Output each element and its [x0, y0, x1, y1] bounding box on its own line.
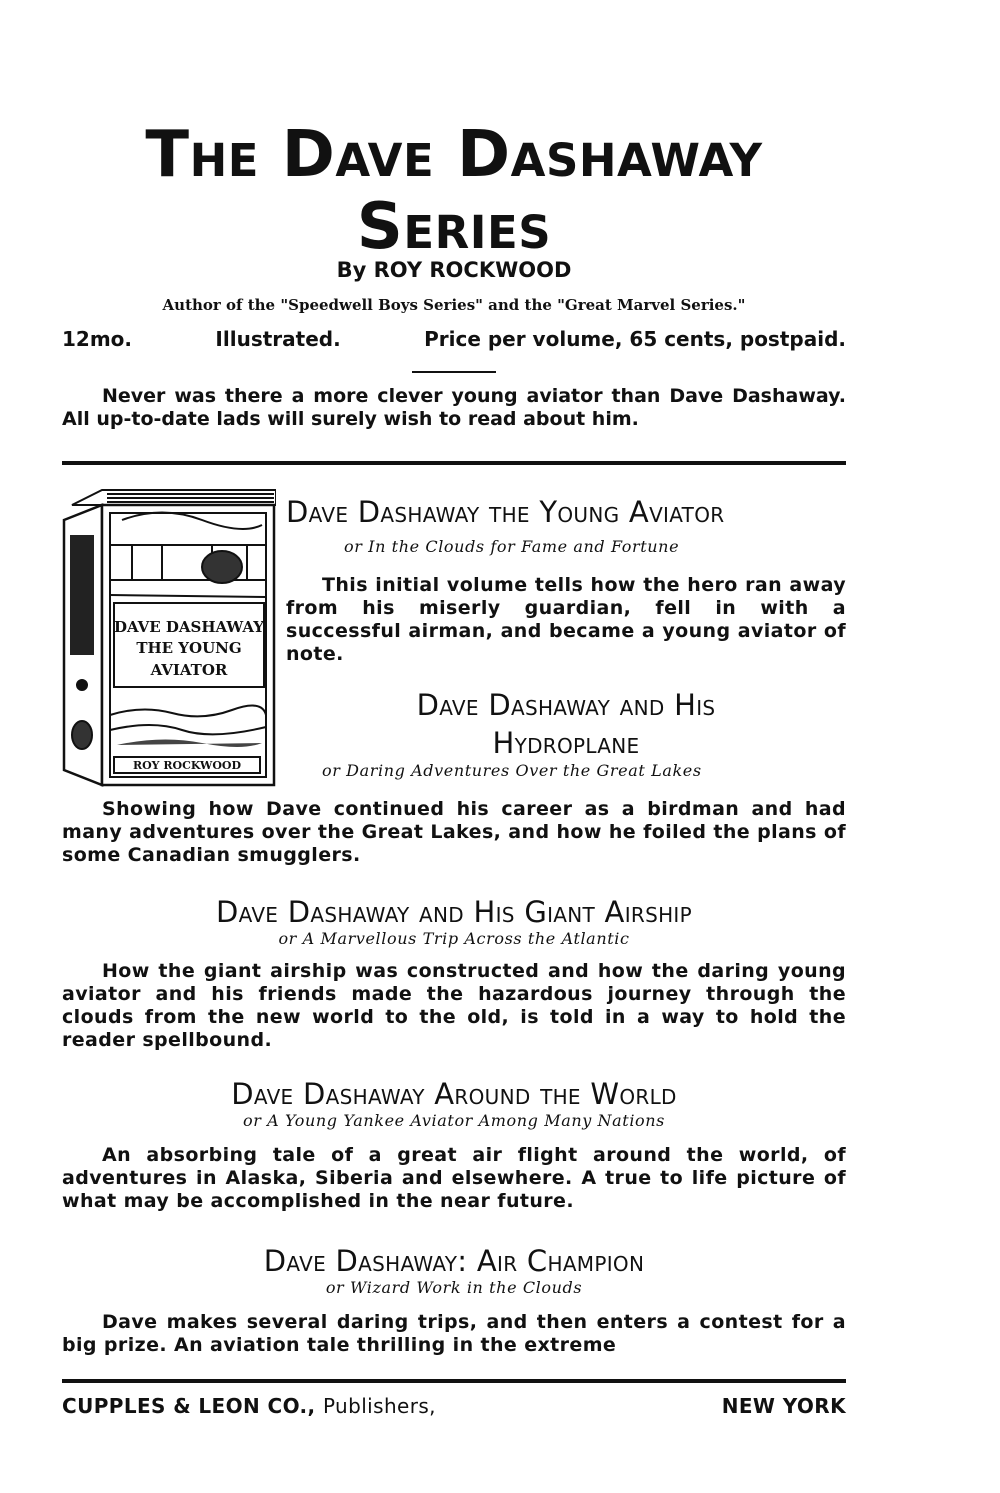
cover-title-line2: THE YOUNG — [136, 639, 242, 657]
book2-subtitle: or Daring Adventures Over the Great Lakes — [322, 761, 702, 780]
book2-title-line1: Dave Dashaway and His — [416, 688, 716, 722]
publisher-footer — [62, 1394, 846, 1418]
book4-subtitle: or A Young Yankee Aviator Among Many Nations — [242, 1111, 665, 1130]
price-line — [62, 327, 846, 351]
price-label: Price per volume, 65 cents, postpaid. — [424, 327, 846, 351]
book2-title-line2: Hydroplane — [492, 726, 640, 760]
cover-title-line1: DAVE DASHAWAY — [114, 618, 264, 636]
book2-description: Showing how Dave continued his career as a birdman and had many adventures over the Great Lakes, and how he foiled the plans of some Canadian smugglers. — [62, 798, 846, 866]
book5-description: Dave makes several daring trips, and then enters a contest for a big prize. An aviation tale thrilling in the extreme — [62, 1311, 846, 1356]
author-of-line: Author of the "Speedwell Boys Series" and the "Great Marvel Series." — [162, 296, 746, 314]
short-divider — [412, 371, 496, 373]
series-title-line2: Series — [356, 190, 552, 264]
publisher — [62, 1394, 436, 1418]
cover-title-line3: AVIATOR — [150, 661, 228, 679]
book5-title: Dave Dashaway: Air Champion — [263, 1244, 645, 1278]
book3-title: Dave Dashaway and His Giant Airship — [215, 895, 692, 929]
advertisement-page — [62, 0, 846, 1493]
book4-description: An absorbing tale of a great air flight around the world, of adventures in Alaska, Siberia and elsewhere. A true to life picture of what may be accomplished in the near future. — [62, 1144, 846, 1212]
book1-subtitle: or In the Clouds for Fame and Fortune — [344, 537, 680, 556]
book3-description: How the giant airship was constructed and how the daring young aviator and his friends made the hazardous journey through the clouds from the new world to the old, is told in a way to hold the reader spellbound. — [62, 960, 846, 1051]
book1-description: This initial volume tells how the hero ran away from his miserly guardian, fell in with a successful airman, and became a young aviator of note. — [286, 574, 846, 665]
byline: By ROY ROCKWOOD — [336, 258, 572, 282]
section-divider-top — [62, 461, 846, 465]
publisher-city: NEW YORK — [721, 1394, 846, 1418]
intro-paragraph: Never was there a more clever young aviator than Dave Dashaway. All up-to-date lads will surely wish to read about him. — [62, 385, 846, 430]
book3-subtitle: or A Marvellous Trip Across the Atlantic — [278, 929, 630, 948]
book4-title: Dave Dashaway Around the World — [231, 1077, 677, 1111]
book1-title: Dave Dashaway the Young Aviator — [286, 495, 725, 529]
publisher-name: CUPPLES & LEON CO., — [62, 1394, 316, 1418]
format-label: 12mo. — [62, 327, 133, 351]
illustrated-label: Illustrated. — [215, 327, 341, 351]
section-divider-bottom — [62, 1379, 846, 1383]
book5-subtitle: or Wizard Work in the Clouds — [325, 1278, 583, 1297]
series-title-line1: The Dave Dashaway — [145, 118, 763, 192]
book-cover-illustration — [62, 485, 276, 790]
publisher-label: Publishers, — [322, 1394, 436, 1418]
cover-author: ROY ROCKWOOD — [132, 759, 242, 772]
